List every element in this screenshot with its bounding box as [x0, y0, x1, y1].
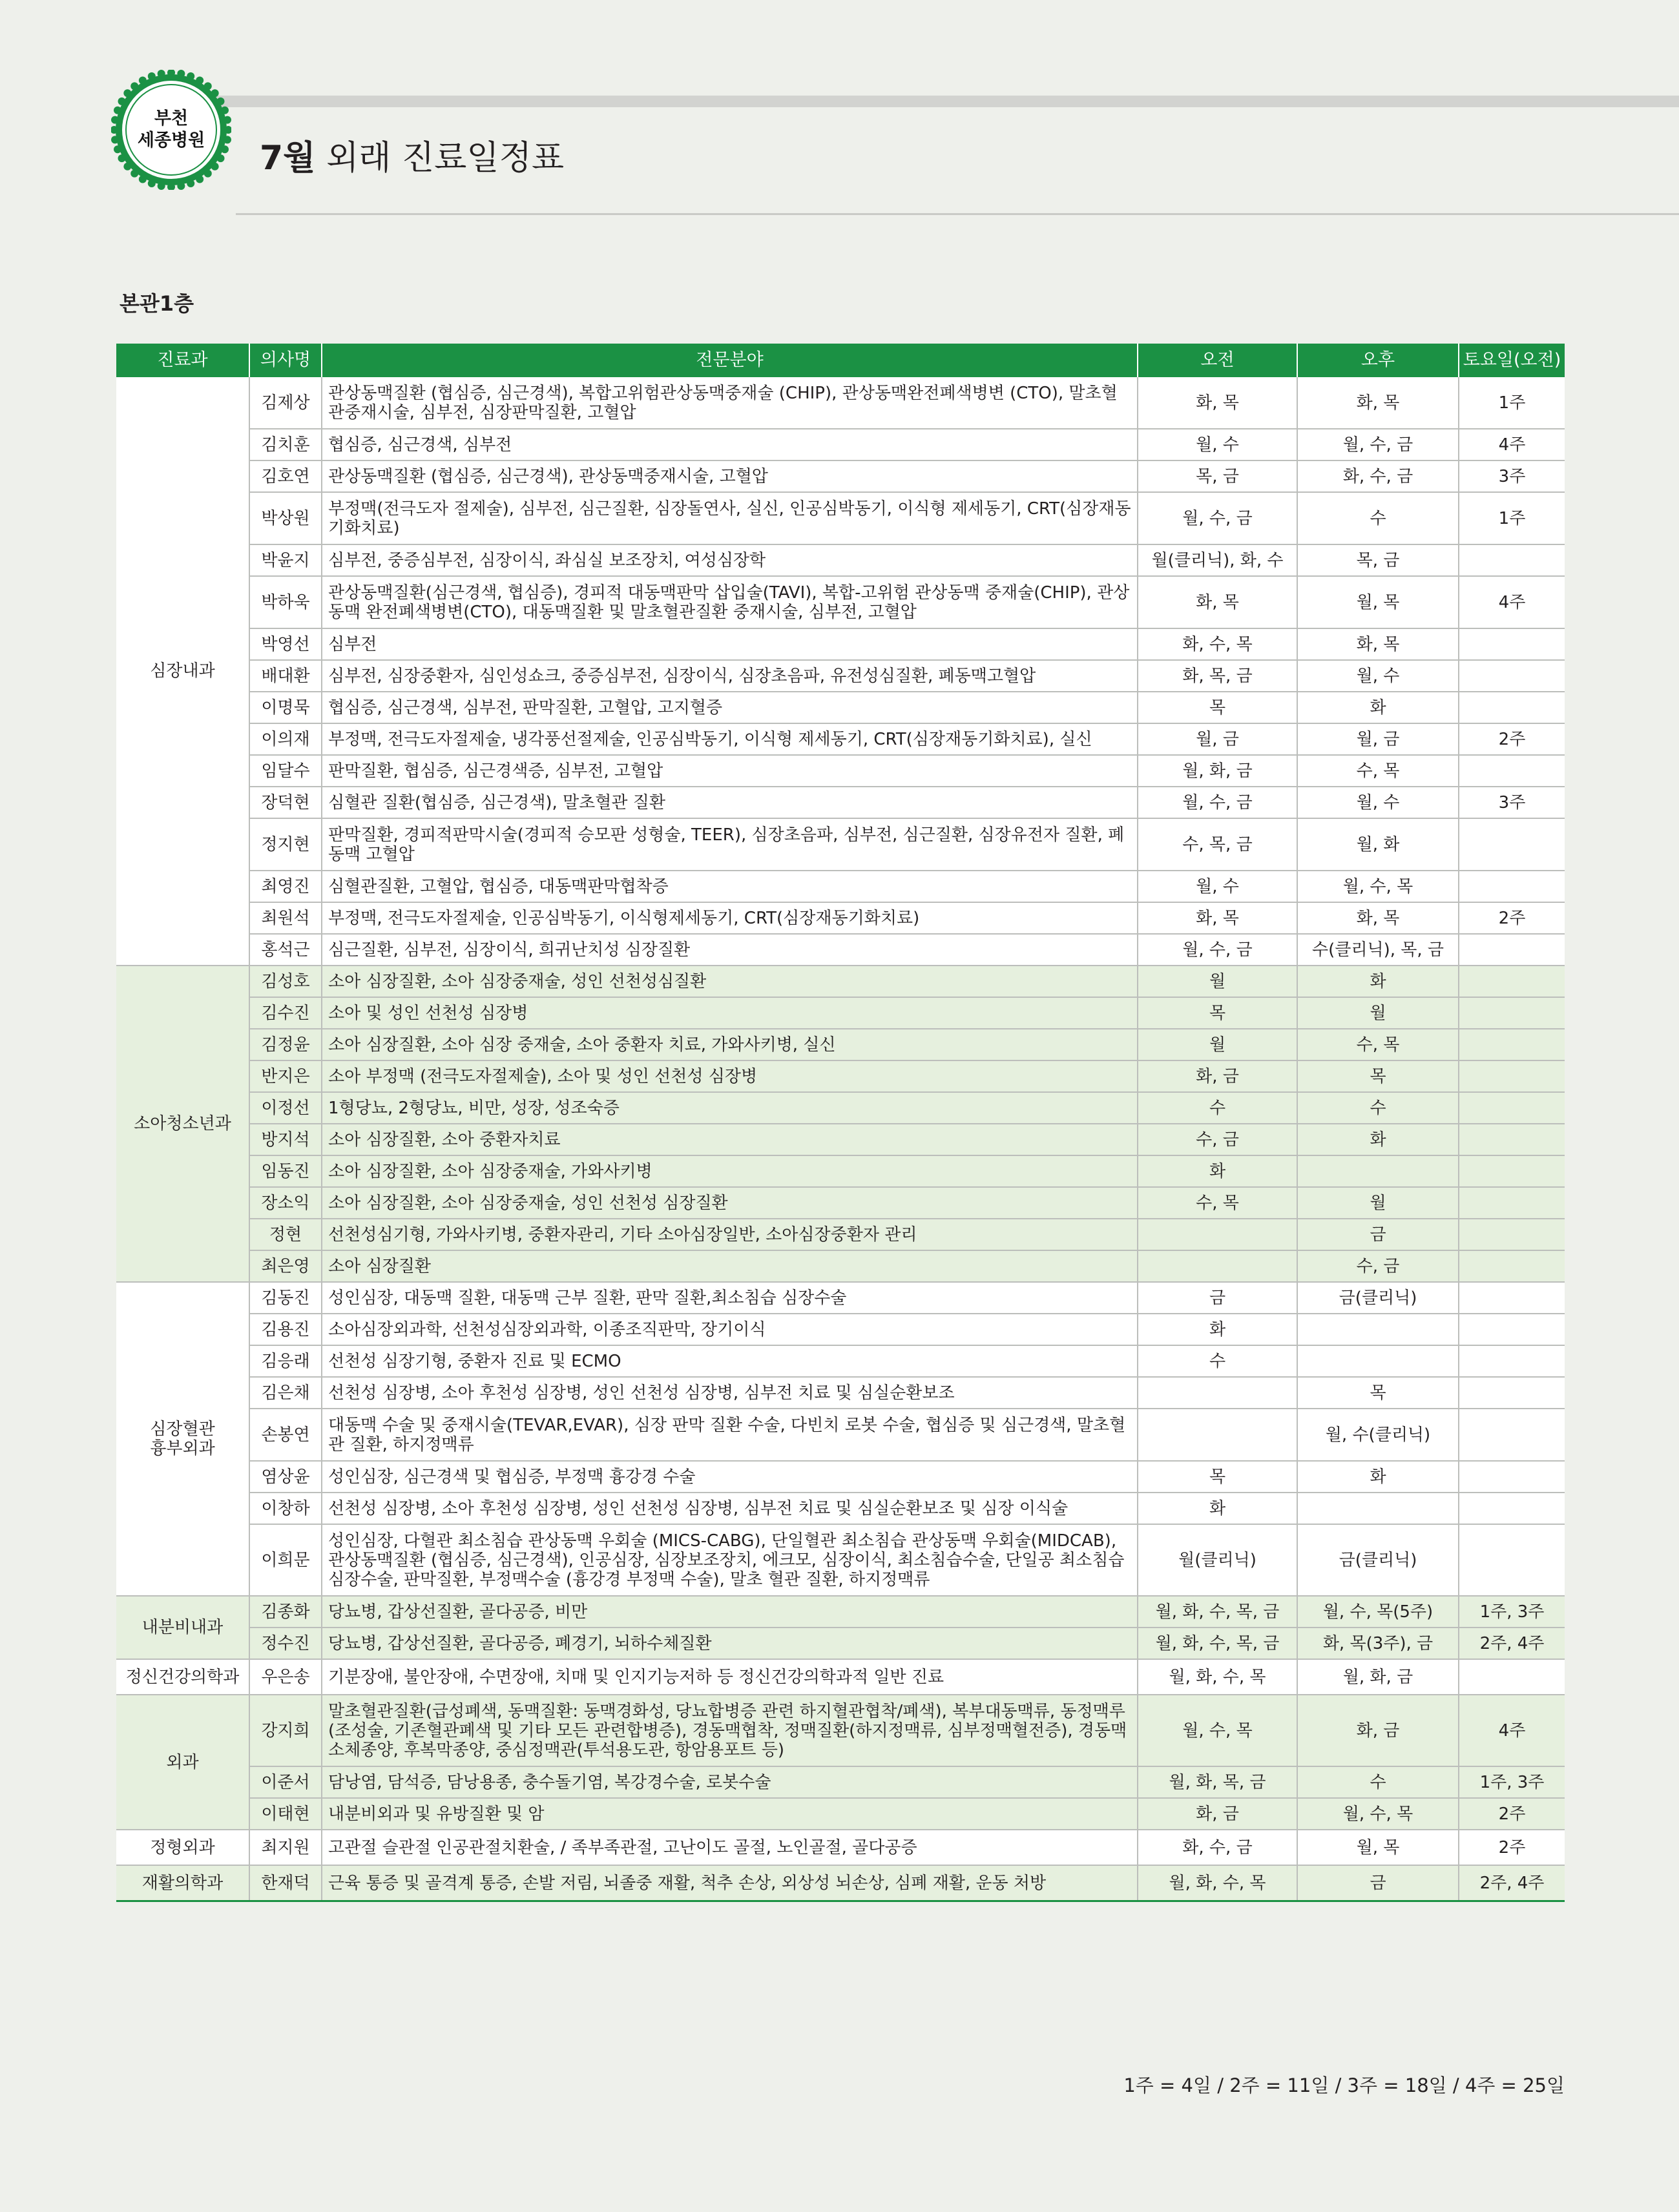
- saturday-weeks: [1459, 692, 1565, 723]
- morning-days: [1138, 1250, 1297, 1282]
- afternoon-days: 월, 금: [1297, 723, 1459, 755]
- specialty-text: 근육 통증 및 골격계 통증, 손발 저림, 뇌졸중 재활, 척추 손상, 외상성 뇌손상, 심폐 재활, 운동 처방: [322, 1865, 1138, 1901]
- department-cell: [116, 966, 249, 1282]
- table-row: [116, 1461, 1565, 1493]
- saturday-weeks: [1459, 1124, 1565, 1155]
- specialty-text: 선천성 심장병, 소아 후천성 심장병, 성인 선천성 심장병, 심부전 치료 및 심실순환보조 및 심장 이식술: [322, 1493, 1138, 1524]
- afternoon-days: 금: [1297, 1865, 1459, 1901]
- specialty-text: 판막질환, 협심증, 심근경색증, 심부전, 고혈압: [322, 755, 1138, 787]
- department-name: 소아청소년과: [134, 1114, 231, 1133]
- afternoon-days: 월, 수, 목: [1297, 871, 1459, 902]
- department-cell: [116, 1282, 249, 1596]
- saturday-weeks: 2주, 4주: [1459, 1628, 1565, 1659]
- specialty-text: 부정맥, 전극도자절제술, 냉각풍선절제술, 인공심박동기, 이식형 제세동기, CRT(심장재동기화치료), 실신: [322, 723, 1138, 755]
- doctor-name: 정수진: [249, 1628, 322, 1659]
- saturday-weeks: [1459, 1092, 1565, 1124]
- doctor-name: 김제상: [249, 377, 322, 429]
- afternoon-days: [1297, 1314, 1459, 1345]
- department-name: 흉부외과: [150, 1439, 215, 1458]
- afternoon-days: 화, 목: [1297, 628, 1459, 660]
- afternoon-days: [1297, 1493, 1459, 1524]
- saturday-weeks: [1459, 934, 1565, 966]
- specialty-text: 소아심장외과학, 선천성심장외과학, 이종조직판막, 장기이식: [322, 1314, 1138, 1345]
- saturday-weeks: 4주: [1459, 429, 1565, 460]
- logo-text: [111, 70, 231, 190]
- morning-days: 수, 목: [1138, 1187, 1297, 1219]
- specialty-text: 심근질환, 심부전, 심장이식, 희귀난치성 심장질환: [322, 934, 1138, 966]
- department-name: 심장혈관: [150, 1420, 215, 1439]
- department-name: 정형외과: [150, 1837, 215, 1857]
- table-row: [116, 1187, 1565, 1219]
- saturday-weeks: [1459, 997, 1565, 1029]
- schedule-body: [116, 377, 1565, 1901]
- table-row: [116, 1695, 1565, 1766]
- table-row: [116, 966, 1565, 997]
- saturday-weeks: [1459, 1461, 1565, 1493]
- specialty-text: 당뇨병, 갑상선질환, 골다공증, 비만: [322, 1596, 1138, 1628]
- afternoon-days: 화, 목: [1297, 902, 1459, 934]
- morning-days: 월, 화, 수, 목, 금: [1138, 1596, 1297, 1628]
- specialty-text: 소아 심장질환, 소아 심장중재술, 성인 선천성 심장질환: [322, 1187, 1138, 1219]
- specialty-text: 내분비외과 및 유방질환 및 암: [322, 1798, 1138, 1830]
- doctor-name: 박윤지: [249, 544, 322, 576]
- morning-days: 수: [1138, 1092, 1297, 1124]
- saturday-weeks: [1459, 818, 1565, 871]
- saturday-weeks: [1459, 1524, 1565, 1596]
- afternoon-days: 월, 화, 금: [1297, 1659, 1459, 1695]
- table-row: [116, 1155, 1565, 1187]
- saturday-weeks: 2주: [1459, 1830, 1565, 1865]
- table-row: [116, 1219, 1565, 1250]
- doctor-name: 반지은: [249, 1060, 322, 1092]
- table-row: [116, 818, 1565, 871]
- table-row: [116, 576, 1565, 628]
- doctor-name: 임동진: [249, 1155, 322, 1187]
- hospital-logo: [111, 70, 231, 190]
- saturday-weeks: [1459, 1659, 1565, 1695]
- afternoon-days: 화: [1297, 692, 1459, 723]
- afternoon-days: 수, 목: [1297, 1029, 1459, 1060]
- specialty-text: 부정맥(전극도자 절제술), 심부전, 심근질환, 심장돌연사, 실신, 인공심박동기, 이식형 제세동기, CRT(심장재동기화치료): [322, 492, 1138, 544]
- morning-days: 화, 목: [1138, 377, 1297, 429]
- table-row: [116, 377, 1565, 429]
- afternoon-days: 화: [1297, 1461, 1459, 1493]
- saturday-weeks: 1주, 3주: [1459, 1596, 1565, 1628]
- table-row: [116, 1124, 1565, 1155]
- table-row: [116, 1060, 1565, 1092]
- doctor-name: 방지석: [249, 1124, 322, 1155]
- morning-days: 월, 화, 수, 목: [1138, 1865, 1297, 1901]
- specialty-text: 심혈관질환, 고혈압, 협심증, 대동맥판막협착증: [322, 871, 1138, 902]
- doctor-name: 김종화: [249, 1596, 322, 1628]
- doctor-name: 홍석근: [249, 934, 322, 966]
- morning-days: 화, 목: [1138, 576, 1297, 628]
- morning-days: 목: [1138, 692, 1297, 723]
- saturday-weeks: 4주: [1459, 1695, 1565, 1766]
- table-row: [116, 1345, 1565, 1377]
- header-afternoon: 오후: [1297, 344, 1459, 377]
- header-specialty: 전문분야: [322, 344, 1138, 377]
- morning-days: 화, 목, 금: [1138, 660, 1297, 692]
- specialty-text: 소아 심장질환: [322, 1250, 1138, 1282]
- afternoon-days: 화: [1297, 1124, 1459, 1155]
- specialty-text: 부정맥, 전극도자절제술, 인공심박동기, 이식형제세동기, CRT(심장재동기화치료): [322, 902, 1138, 934]
- specialty-text: 선천성 심장기형, 중환자 진료 및 ECMO: [322, 1345, 1138, 1377]
- doctor-name: 염상윤: [249, 1461, 322, 1493]
- afternoon-days: 수, 목: [1297, 755, 1459, 787]
- afternoon-days: 수, 금: [1297, 1250, 1459, 1282]
- doctor-name: 이희문: [249, 1524, 322, 1596]
- specialty-text: 성인심장, 심근경색 및 협심증, 부정맥 흉강경 수술: [322, 1461, 1138, 1493]
- header-rule: [168, 96, 1679, 107]
- morning-days: 월, 화, 금: [1138, 755, 1297, 787]
- morning-days: 월: [1138, 1029, 1297, 1060]
- doctor-name: 한재덕: [249, 1865, 322, 1901]
- doctor-name: 장소익: [249, 1187, 322, 1219]
- morning-days: 월, 화, 목, 금: [1138, 1766, 1297, 1798]
- afternoon-days: 목: [1297, 1377, 1459, 1409]
- specialty-text: 성인심장, 대동맥 질환, 대동맥 근부 질환, 판막 질환,최소침습 심장수술: [322, 1282, 1138, 1314]
- saturday-weeks: [1459, 1250, 1565, 1282]
- afternoon-days: 화, 목(3주), 금: [1297, 1628, 1459, 1659]
- saturday-weeks: [1459, 966, 1565, 997]
- saturday-weeks: [1459, 544, 1565, 576]
- specialty-text: 심부전, 중증심부전, 심장이식, 좌심실 보조장치, 여성심장학: [322, 544, 1138, 576]
- week-footnote: 1주 = 4일 / 2주 = 11일 / 3주 = 18일 / 4주 = 25일: [1123, 2074, 1565, 2096]
- department-name: 내분비내과: [141, 1618, 224, 1637]
- morning-days: 화, 금: [1138, 1060, 1297, 1092]
- morning-days: 목: [1138, 1461, 1297, 1493]
- afternoon-days: 월, 수, 금: [1297, 429, 1459, 460]
- morning-days: 월, 수, 금: [1138, 934, 1297, 966]
- morning-days: 월, 화, 수, 목, 금: [1138, 1628, 1297, 1659]
- title-divider: [236, 213, 1679, 215]
- department-cell: [116, 1659, 249, 1695]
- specialty-text: 심부전, 심장중환자, 심인성쇼크, 중증심부전, 심장이식, 심장초음파, 유전성심질환, 폐동맥고혈압: [322, 660, 1138, 692]
- afternoon-days: 금(클리닉): [1297, 1524, 1459, 1596]
- saturday-weeks: 2주, 4주: [1459, 1865, 1565, 1901]
- afternoon-days: [1297, 1155, 1459, 1187]
- header-saturday: 토요일(오전): [1459, 344, 1565, 377]
- doctor-name: 이의재: [249, 723, 322, 755]
- morning-days: [1138, 1219, 1297, 1250]
- afternoon-days: 월: [1297, 997, 1459, 1029]
- saturday-weeks: 1주: [1459, 492, 1565, 544]
- morning-days: 화: [1138, 1314, 1297, 1345]
- table-row: [116, 1092, 1565, 1124]
- morning-days: [1138, 1409, 1297, 1461]
- saturday-weeks: [1459, 1282, 1565, 1314]
- saturday-weeks: [1459, 1493, 1565, 1524]
- afternoon-days: 월, 화: [1297, 818, 1459, 871]
- morning-days: 수, 금: [1138, 1124, 1297, 1155]
- specialty-text: 협심증, 심근경색, 심부전: [322, 429, 1138, 460]
- morning-days: 월(클리닉): [1138, 1524, 1297, 1596]
- saturday-weeks: [1459, 1409, 1565, 1461]
- specialty-text: 소아 심장질환, 소아 심장중재술, 가와사키병: [322, 1155, 1138, 1187]
- afternoon-days: 월, 수, 목: [1297, 1798, 1459, 1830]
- header-morning: 오전: [1138, 344, 1297, 377]
- table-row: [116, 1377, 1565, 1409]
- table-row: [116, 1524, 1565, 1596]
- specialty-text: 대동맥 수술 및 중재시술(TEVAR,EVAR), 심장 판막 질환 수술, 다빈치 로봇 수술, 협심증 및 심근경색, 말초혈관 질환, 하지정맥류: [322, 1409, 1138, 1461]
- doctor-name: 장덕현: [249, 787, 322, 818]
- afternoon-days: 월, 목: [1297, 1830, 1459, 1865]
- afternoon-days: 화, 수, 금: [1297, 460, 1459, 492]
- doctor-name: 최영진: [249, 871, 322, 902]
- morning-days: 월, 수, 금: [1138, 787, 1297, 818]
- afternoon-days: 화, 금: [1297, 1695, 1459, 1766]
- afternoon-days: 월, 수(클리닉): [1297, 1409, 1459, 1461]
- doctor-name: 강지희: [249, 1695, 322, 1766]
- morning-days: 화: [1138, 1155, 1297, 1187]
- table-row: [116, 460, 1565, 492]
- doctor-name: 김은채: [249, 1377, 322, 1409]
- section-title: 본관1층: [120, 291, 194, 316]
- table-row: [116, 1830, 1565, 1865]
- doctor-name: 최지원: [249, 1830, 322, 1865]
- logo-line-1: 부천: [154, 109, 189, 129]
- morning-days: 월, 화, 수, 목: [1138, 1659, 1297, 1695]
- saturday-weeks: 2주: [1459, 902, 1565, 934]
- doctor-name: 이명묵: [249, 692, 322, 723]
- saturday-weeks: [1459, 1345, 1565, 1377]
- saturday-weeks: [1459, 1314, 1565, 1345]
- table-row: [116, 544, 1565, 576]
- morning-days: 월, 수: [1138, 871, 1297, 902]
- doctor-name: 김수진: [249, 997, 322, 1029]
- specialty-text: 판막질환, 경피적판막시술(경피적 승모판 성형술, TEER), 심장초음파, 심부전, 심근질환, 심장유전자 질환, 폐동맥 고혈압: [322, 818, 1138, 871]
- table-row: [116, 997, 1565, 1029]
- table-row: [116, 902, 1565, 934]
- morning-days: 금: [1138, 1282, 1297, 1314]
- doctor-name: 정지현: [249, 818, 322, 871]
- doctor-name: 김응래: [249, 1345, 322, 1377]
- afternoon-days: 수: [1297, 1766, 1459, 1798]
- specialty-text: 소아 심장질환, 소아 중환자치료: [322, 1124, 1138, 1155]
- specialty-text: 소아 및 성인 선천성 심장병: [322, 997, 1138, 1029]
- department-cell: [116, 1830, 249, 1865]
- afternoon-days: 월, 수: [1297, 660, 1459, 692]
- department-cell: [116, 377, 249, 966]
- morning-days: 화: [1138, 1493, 1297, 1524]
- morning-days: 화, 금: [1138, 1798, 1297, 1830]
- table-row: [116, 1659, 1565, 1695]
- saturday-weeks: 1주, 3주: [1459, 1766, 1565, 1798]
- afternoon-days: 금: [1297, 1219, 1459, 1250]
- table-row: [116, 1596, 1565, 1628]
- title-text: 외래 진료일정표: [315, 139, 565, 178]
- afternoon-days: 목, 금: [1297, 544, 1459, 576]
- doctor-name: 손봉연: [249, 1409, 322, 1461]
- table-row: [116, 1029, 1565, 1060]
- doctor-name: 김용진: [249, 1314, 322, 1345]
- specialty-text: 담낭염, 담석증, 담낭용종, 충수돌기염, 복강경수술, 로봇수술: [322, 1766, 1138, 1798]
- table-row: [116, 429, 1565, 460]
- table-row: [116, 1766, 1565, 1798]
- morning-days: 월, 금: [1138, 723, 1297, 755]
- morning-days: [1138, 1377, 1297, 1409]
- doctor-name: 이정선: [249, 1092, 322, 1124]
- department-name: 심장내과: [150, 661, 215, 681]
- afternoon-days: 월: [1297, 1187, 1459, 1219]
- afternoon-days: 화: [1297, 966, 1459, 997]
- specialty-text: 소아 부정맥 (전극도자절제술), 소아 및 성인 선천성 심장병: [322, 1060, 1138, 1092]
- doctor-name: 김치훈: [249, 429, 322, 460]
- table-row: [116, 692, 1565, 723]
- saturday-weeks: [1459, 871, 1565, 902]
- morning-days: 목, 금: [1138, 460, 1297, 492]
- morning-days: 수, 목, 금: [1138, 818, 1297, 871]
- title-month: 7월: [260, 139, 316, 178]
- specialty-text: 소아 심장질환, 소아 심장중재술, 성인 선천성심질환: [322, 966, 1138, 997]
- afternoon-days: 월, 목: [1297, 576, 1459, 628]
- table-row: [116, 934, 1565, 966]
- afternoon-days: 월, 수, 목(5주): [1297, 1596, 1459, 1628]
- doctor-name: 박영선: [249, 628, 322, 660]
- schedule-table: [116, 344, 1565, 1902]
- saturday-weeks: [1459, 1377, 1565, 1409]
- table-row: [116, 1798, 1565, 1830]
- doctor-name: 김호연: [249, 460, 322, 492]
- saturday-weeks: [1459, 1219, 1565, 1250]
- table-row: [116, 723, 1565, 755]
- doctor-name: 이준서: [249, 1766, 322, 1798]
- specialty-text: 선천성 심장병, 소아 후천성 심장병, 성인 선천성 심장병, 심부전 치료 및 심실순환보조: [322, 1377, 1138, 1409]
- table-row: [116, 787, 1565, 818]
- afternoon-days: 월, 수: [1297, 787, 1459, 818]
- specialty-text: 1형당뇨, 2형당뇨, 비만, 성장, 성조숙증: [322, 1092, 1138, 1124]
- morning-days: 월, 수, 목: [1138, 1695, 1297, 1766]
- table-row: [116, 1865, 1565, 1901]
- afternoon-days: 목: [1297, 1060, 1459, 1092]
- table-header-row: [116, 344, 1565, 377]
- morning-days: 월, 수, 금: [1138, 492, 1297, 544]
- specialty-text: 심부전: [322, 628, 1138, 660]
- morning-days: 월(클리닉), 화, 수: [1138, 544, 1297, 576]
- table-row: [116, 1409, 1565, 1461]
- saturday-weeks: 4주: [1459, 576, 1565, 628]
- morning-days: 화, 수, 금: [1138, 1830, 1297, 1865]
- doctor-name: 김정윤: [249, 1029, 322, 1060]
- logo-line-2: 세종병원: [137, 130, 205, 150]
- table-row: [116, 660, 1565, 692]
- table-row: [116, 1250, 1565, 1282]
- table-row: [116, 1282, 1565, 1314]
- saturday-weeks: 3주: [1459, 460, 1565, 492]
- specialty-text: 관상동맥질환 (협심증, 심근경색), 관상동맥중재시술, 고혈압: [322, 460, 1138, 492]
- doctor-name: 박상원: [249, 492, 322, 544]
- saturday-weeks: [1459, 755, 1565, 787]
- header-doctor: 의사명: [249, 344, 322, 377]
- saturday-weeks: [1459, 660, 1565, 692]
- table-row: [116, 1314, 1565, 1345]
- table-row: [116, 1628, 1565, 1659]
- department-cell: [116, 1596, 249, 1659]
- afternoon-days: 수: [1297, 492, 1459, 544]
- table-row: [116, 628, 1565, 660]
- saturday-weeks: [1459, 1060, 1565, 1092]
- doctor-name: 임달수: [249, 755, 322, 787]
- specialty-text: 관상동맥질환 (협심증, 심근경색), 복합고위험관상동맥중재술 (CHIP), 관상동맥완전폐색병변 (CTO), 말초혈관중재시술, 심부전, 심장판막질환, 고혈압: [322, 377, 1138, 429]
- doctor-name: 배대환: [249, 660, 322, 692]
- department-cell: [116, 1695, 249, 1830]
- doctor-name: 김성호: [249, 966, 322, 997]
- specialty-text: 심혈관 질환(협심증, 심근경색), 말초혈관 질환: [322, 787, 1138, 818]
- morning-days: 월, 수: [1138, 429, 1297, 460]
- morning-days: 수: [1138, 1345, 1297, 1377]
- saturday-weeks: [1459, 1029, 1565, 1060]
- specialty-text: 기분장애, 불안장애, 수면장애, 치매 및 인지기능저하 등 정신건강의학과적 일반 진료: [322, 1659, 1138, 1695]
- specialty-text: 소아 심장질환, 소아 심장 중재술, 소아 중환자 치료, 가와사키병, 실신: [322, 1029, 1138, 1060]
- doctor-name: 박하욱: [249, 576, 322, 628]
- department-name: 정신건강의학과: [125, 1667, 240, 1687]
- specialty-text: 협심증, 심근경색, 심부전, 판막질환, 고혈압, 고지혈증: [322, 692, 1138, 723]
- morning-days: 화, 수, 목: [1138, 628, 1297, 660]
- afternoon-days: 수(클리닉), 목, 금: [1297, 934, 1459, 966]
- saturday-weeks: [1459, 1155, 1565, 1187]
- saturday-weeks: 1주: [1459, 377, 1565, 429]
- doctor-name: 최은영: [249, 1250, 322, 1282]
- department-name: 외과: [166, 1752, 199, 1772]
- doctor-name: 이태현: [249, 1798, 322, 1830]
- morning-days: 월: [1138, 966, 1297, 997]
- specialty-text: 선천성심기형, 가와사키병, 중환자관리, 기타 소아심장일반, 소아심장중환자 관리: [322, 1219, 1138, 1250]
- page-title: [260, 136, 564, 181]
- saturday-weeks: [1459, 1187, 1565, 1219]
- header-department: 진료과: [116, 344, 249, 377]
- afternoon-days: 금(클리닉): [1297, 1282, 1459, 1314]
- saturday-weeks: 2주: [1459, 723, 1565, 755]
- specialty-text: 고관절 슬관절 인공관절치환술, / 족부족관절, 고난이도 골절, 노인골절, 골다공증: [322, 1830, 1138, 1865]
- table-row: [116, 1493, 1565, 1524]
- doctor-name: 이창하: [249, 1493, 322, 1524]
- specialty-text: 관상동맥질환(심근경색, 협심증), 경피적 대동맥판막 삽입술(TAVI), 복합-고위험 관상동맥 중재술(CHIP), 관상동맥 완전폐색병변(CTO), 대동맥질환 및 말초혈관질환 중재시술, 심부전, 고혈압: [322, 576, 1138, 628]
- saturday-weeks: 2주: [1459, 1798, 1565, 1830]
- specialty-text: 성인심장, 다혈관 최소침습 관상동맥 우회술 (MICS-CABG), 단일혈관 최소침습 관상동맥 우회술(MIDCAB), 관상동맥질환 (협심증, 심근경색), 인공심장, 심장보조장치, 에크모, 심장이식, 최소침습수술, 단일공 최소침습 심장수술, 판막질환, 부정맥수술 (흉강경 부정맥 수술), 말초 혈관 질환, 하지정맥류: [322, 1524, 1138, 1596]
- afternoon-days: [1297, 1345, 1459, 1377]
- afternoon-days: 화, 목: [1297, 377, 1459, 429]
- saturday-weeks: 3주: [1459, 787, 1565, 818]
- department-cell: [116, 1865, 249, 1901]
- saturday-weeks: [1459, 628, 1565, 660]
- doctor-name: 우은송: [249, 1659, 322, 1695]
- morning-days: 화, 목: [1138, 902, 1297, 934]
- table-row: [116, 755, 1565, 787]
- morning-days: 목: [1138, 997, 1297, 1029]
- afternoon-days: 수: [1297, 1092, 1459, 1124]
- doctor-name: 최원석: [249, 902, 322, 934]
- specialty-text: 당뇨병, 갑상선질환, 골다공증, 폐경기, 뇌하수체질환: [322, 1628, 1138, 1659]
- doctor-name: 김동진: [249, 1282, 322, 1314]
- department-name: 재활의학과: [141, 1873, 224, 1893]
- table-row: [116, 871, 1565, 902]
- doctor-name: 정현: [249, 1219, 322, 1250]
- specialty-text: 말초혈관질환(급성폐색, 동맥질환: 동맥경화성, 당뇨합병증 관련 하지혈관협착/폐색), 복부대동맥류, 동정맥루 (조성술, 기존혈관폐색 및 기타 모든 관련합병증), 경동맥협착, 정맥질환(하지정맥류, 심부정맥혈전증), 경동맥소체종양, 후복막종양, 중심정맥관(투석용도관, 항암용포트 등): [322, 1695, 1138, 1766]
- table-row: [116, 492, 1565, 544]
